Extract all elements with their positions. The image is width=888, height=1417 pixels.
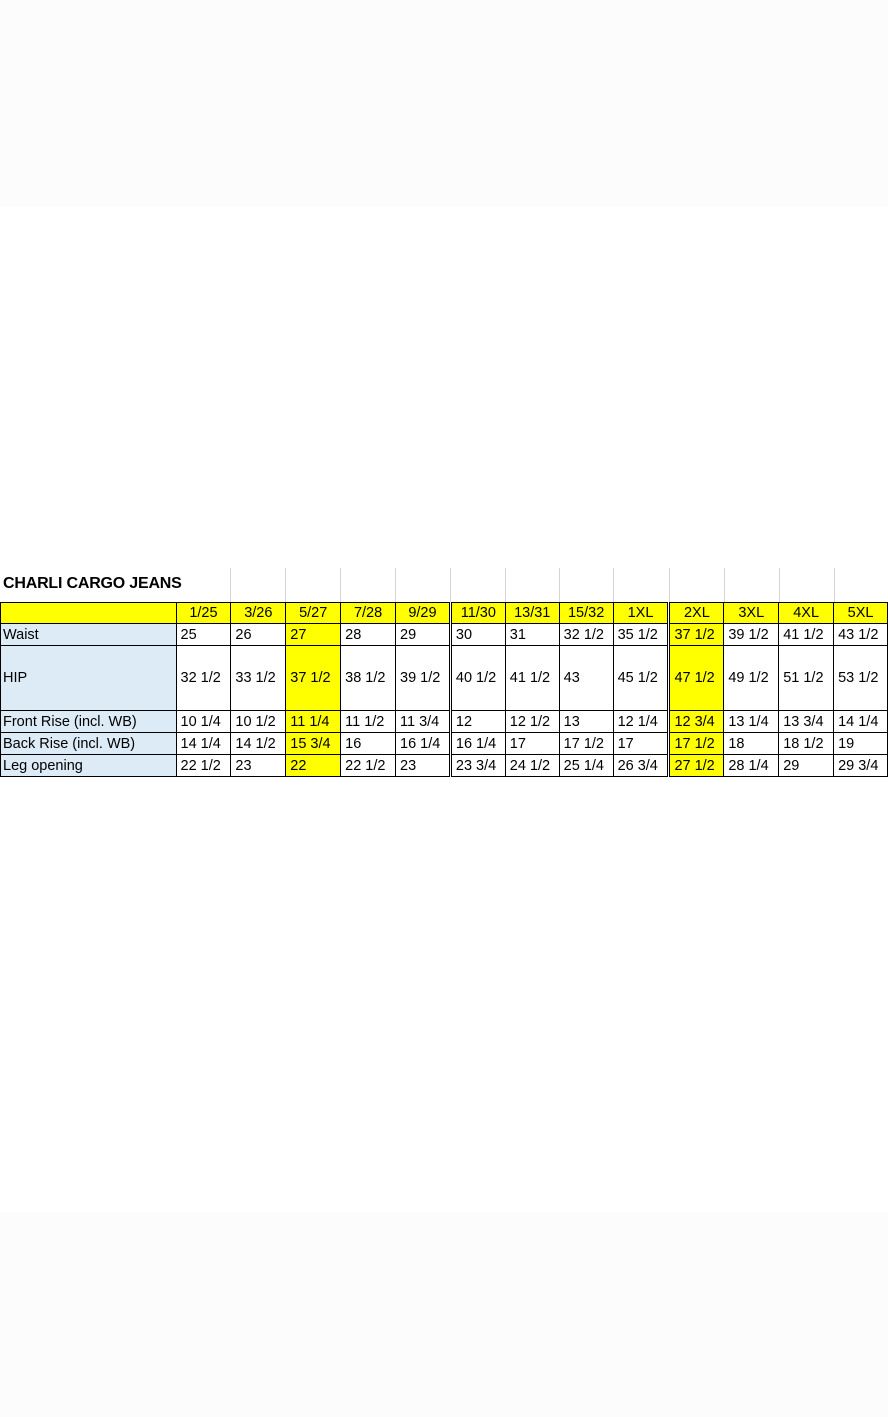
measurement-value: 43 1/2 — [834, 624, 888, 646]
measurement-value: 12 1/2 — [505, 711, 559, 733]
measurement-label: HIP — [1, 646, 177, 711]
measurement-value: 27 1/2 — [669, 755, 724, 777]
measurement-row — [1, 711, 888, 733]
measurement-value: 28 — [341, 624, 396, 646]
measurement-value: 23 — [396, 755, 451, 777]
size-header-cell: 1/25 — [176, 603, 231, 624]
measurement-value: 22 1/2 — [341, 755, 396, 777]
measurement-value: 39 1/2 — [724, 624, 779, 646]
measurement-value: 41 1/2 — [779, 624, 834, 646]
size-header-cell: 7/28 — [341, 603, 396, 624]
measurement-value: 11 3/4 — [396, 711, 451, 733]
measurement-value: 39 1/2 — [396, 646, 451, 711]
measurement-value: 23 3/4 — [450, 755, 505, 777]
measurement-value: 17 — [613, 733, 669, 755]
measurement-value: 12 — [450, 711, 505, 733]
measurement-value: 10 1/2 — [231, 711, 286, 733]
measurement-value: 14 1/4 — [834, 711, 888, 733]
size-header-cell: 13/31 — [505, 603, 559, 624]
chart-title: CHARLI CARGO JEANS — [3, 575, 182, 592]
measurement-value: 43 — [559, 646, 613, 711]
measurement-value: 45 1/2 — [613, 646, 669, 711]
measurement-value: 13 — [559, 711, 613, 733]
measurement-value: 17 1/2 — [669, 733, 724, 755]
measurement-value: 38 1/2 — [341, 646, 396, 711]
measurement-value: 33 1/2 — [231, 646, 286, 711]
measurement-value: 27 — [286, 624, 341, 646]
measurement-label: Back Rise (incl. WB) — [1, 733, 177, 755]
measurement-value: 17 1/2 — [559, 733, 613, 755]
measurement-value: 37 1/2 — [286, 646, 341, 711]
measurement-value: 12 1/4 — [613, 711, 669, 733]
measurement-value: 16 1/4 — [396, 733, 451, 755]
measurement-value: 25 — [176, 624, 231, 646]
measurement-value: 51 1/2 — [779, 646, 834, 711]
measurement-label: Waist — [1, 624, 177, 646]
measurement-value: 15 3/4 — [286, 733, 341, 755]
measurement-value: 31 — [505, 624, 559, 646]
measurement-value: 14 1/4 — [176, 733, 231, 755]
measurement-value: 25 1/4 — [559, 755, 613, 777]
size-header-cell: 11/30 — [450, 603, 505, 624]
measurement-value: 29 — [396, 624, 451, 646]
measurement-value: 11 1/4 — [286, 711, 341, 733]
measurement-value: 32 1/2 — [176, 646, 231, 711]
size-header-cell: 15/32 — [559, 603, 613, 624]
size-header-cell: 5XL — [834, 603, 888, 624]
measurement-value: 10 1/4 — [176, 711, 231, 733]
measurement-value: 41 1/2 — [505, 646, 559, 711]
measurement-row — [1, 733, 888, 755]
size-header-cell: 9/29 — [396, 603, 451, 624]
size-header-cell: 5/27 — [286, 603, 341, 624]
measurement-value: 37 1/2 — [669, 624, 724, 646]
measurement-value: 18 1/2 — [779, 733, 834, 755]
measurement-value: 24 1/2 — [505, 755, 559, 777]
measurement-value: 22 1/2 — [176, 755, 231, 777]
measurement-value: 23 — [231, 755, 286, 777]
measurement-value: 16 — [341, 733, 396, 755]
top-blank-band — [0, 0, 888, 207]
measurement-value: 28 1/4 — [724, 755, 779, 777]
measurement-value: 18 — [724, 733, 779, 755]
measurement-value: 14 1/2 — [231, 733, 286, 755]
measurement-value: 53 1/2 — [834, 646, 888, 711]
header-corner-cell — [1, 603, 177, 624]
header-row — [1, 603, 888, 624]
measurement-value: 32 1/2 — [559, 624, 613, 646]
size-header-cell: 2XL — [669, 603, 724, 624]
measurement-value: 47 1/2 — [669, 646, 724, 711]
measurement-row — [1, 624, 888, 646]
measurement-value: 29 — [779, 755, 834, 777]
measurement-value: 26 3/4 — [613, 755, 669, 777]
size-header-cell: 4XL — [779, 603, 834, 624]
measurement-row — [1, 646, 888, 711]
measurement-value: 16 1/4 — [450, 733, 505, 755]
measurement-value: 11 1/2 — [341, 711, 396, 733]
measurement-label: Leg opening — [1, 755, 177, 777]
bottom-blank-band — [0, 1212, 888, 1417]
measurement-value: 19 — [834, 733, 888, 755]
measurement-row — [1, 755, 888, 777]
measurement-value: 26 — [231, 624, 286, 646]
measurement-label: Front Rise (incl. WB) — [1, 711, 177, 733]
sheet-gridlines — [0, 568, 888, 602]
measurement-value: 49 1/2 — [724, 646, 779, 711]
measurement-value: 13 3/4 — [779, 711, 834, 733]
size-header-cell: 3/26 — [231, 603, 286, 624]
measurement-value: 35 1/2 — [613, 624, 669, 646]
measurement-value: 30 — [450, 624, 505, 646]
size-header-cell: 3XL — [724, 603, 779, 624]
measurement-value: 12 3/4 — [669, 711, 724, 733]
size-table — [0, 602, 888, 777]
measurement-value: 40 1/2 — [450, 646, 505, 711]
measurement-value: 22 — [286, 755, 341, 777]
size-header-cell: 1XL — [613, 603, 669, 624]
measurement-value: 13 1/4 — [724, 711, 779, 733]
measurement-value: 29 3/4 — [834, 755, 888, 777]
measurement-value: 17 — [505, 733, 559, 755]
